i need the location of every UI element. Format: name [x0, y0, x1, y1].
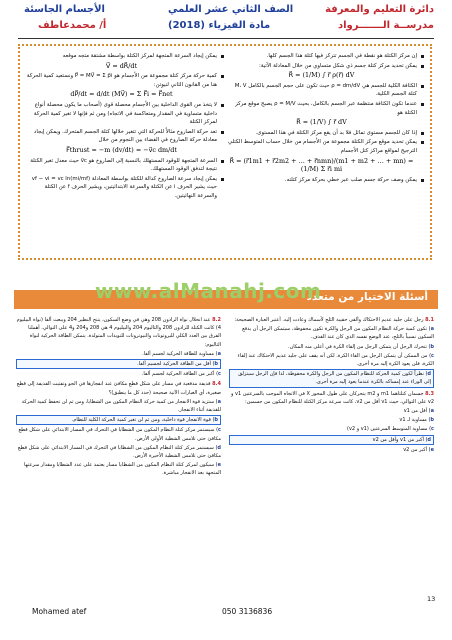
- summary-item: يمكن تحديد موقع مركز الكتلة مجموعة من الأجسام من خلال حساب المتوسط الكتلي الترجيح لمواقع مراكز كتل الأجسام R⃗ = (r⃗1m1 + r⃗2m2 + … + r⃗nmn)/(m1 + m2 + … + mn) = (1/M) Σ r⃗i mi: [226, 138, 424, 173]
- question-text: رجل على جليد عديم الاحتكاك وألقى حقيبة الثلج لأسماك وعادت إليه. أعتبر العبارة الصحيحة:: [234, 317, 424, 323]
- question: [229, 390, 434, 454]
- page-header: [18, 2, 434, 38]
- answer-option-selected[interactable]: d) نظراً لكون كمية الحركة للنظام المكون من الرجل والكرة محفوظة، لذا فإن الرجل سيتزلق إلى الوراء عند إمساكه بالكرة عندما يعود إليه مرة أخرى.: [229, 369, 434, 387]
- question-number: 8.4: [212, 381, 221, 388]
- answer-option[interactable]: a) مساوية للطاقة الحركية لجسم ألفا.: [142, 350, 221, 357]
- equation: R⃗ = (r⃗1m1 + r⃗2m2 + … + r⃗nmn)/(m1 + m2 + … + mn) = (1/M) Σ r⃗i mi: [229, 156, 414, 174]
- question-number: 8.1: [425, 317, 434, 323]
- answer-option[interactable]: c) مساوية المتوسط السرعتين (v1 و v2): [347, 426, 434, 433]
- subject-label: مادة الفيزياء (2018): [168, 20, 271, 31]
- answer-option[interactable]: e) أكبر من v2: [403, 446, 434, 453]
- question-number: 8.3: [425, 390, 434, 397]
- answer-option-selected[interactable]: b) قوة الانفجار قوة داخلية، ومن ثم لن تغير كمية الحركة الكلية للنظام.: [16, 415, 221, 425]
- answer-option[interactable]: c) أكبر من الطاقة الحركية لجسم ألفا.: [141, 371, 221, 378]
- summary-item: عندما تكون الكثافة منتظمة عبر الجسم بالكامل، بحيث ρ = M/V يصبح موقع مركز الكتلة هو R⃗ = (1/V) ∫ r⃗ dV: [226, 100, 424, 127]
- watermark-logo: www.alManahj.com: [95, 279, 322, 303]
- section-title: أسئلة الاختيار من متعدد: [306, 291, 428, 303]
- chapter-title: الأجسام الجاسئة: [24, 4, 105, 15]
- school-name: مدرســة الـــــــرواد: [337, 20, 434, 31]
- summary-item: إذا كان للجسم مستوى تماثل فلا بد أن يقع مركز الكتلة في هذا المستوى.: [226, 129, 424, 138]
- questions-column-right: [229, 316, 434, 456]
- answer-option[interactable]: a) تكون كمية حركة النظام المكون من الرجل والكرة تكون محفوظة، سيتمكن الرجل أن يدفع السكون نسبياً بالثلج، عند الوضع نفسه الذي كان عند القذف.: [242, 326, 434, 341]
- question-text: جسمان كتلتاهما m1 و m2 يتحركان على طول المحور X في الاتجاه الموجب بالسرعتين v1 و v2 على التوالي، حيث v1 أقل من v2، كانت سرعة مركز الكتلة للنظام المكون من جسمين:: [230, 390, 434, 405]
- answer-option[interactable]: c) من الممكن أن يتمكن الرجل من القاء الكرة. لكن أنه يقف على جليد عديم الاحتكاك عند إلقاء الكرة، فلن يعود الكرة إليه مرة أخرى.: [237, 352, 434, 368]
- summary-item: يمكن وصف حركة جسم صلب عبر خطي بحركة مركز كتلته.: [226, 176, 424, 185]
- summary-column-right: [226, 52, 424, 185]
- equation: F⃗thrust = −m (dv/dt) = −v⃗c dm/dt: [66, 145, 177, 154]
- equation: V⃗ = dR⃗/dt: [105, 61, 138, 70]
- summary-item: إن مركز الكتلة هو نقطة في الجسم تتركز فيها كتلة هذا الجسم كلها.: [226, 52, 424, 61]
- summary-item: تعد حركة الصاروخ مثالاً للحركة التي تتغير خلالها كتلة الجسم المتحرك. ويمكن إيجاد معادلة حركة الصاروخ في الفضاء بين النجوم من خلال F⃗thrust = −m (dv/dt) = −v⃗c dm/dt: [26, 128, 224, 155]
- answer-option-selected[interactable]: b) أقل من الطاقة الحركية لجسيم ألفا.: [16, 359, 221, 369]
- questions-column-left: [16, 316, 221, 480]
- answer-option[interactable]: d) سيستمر مركز كتلة النظام المكون من الشظايا في التحرك في المسار الابتدائي على شكل قطع مكافئ حتى تلامس الشظية الأخيرة الأرض.: [17, 444, 221, 460]
- question: [16, 316, 221, 378]
- summary-item: السرعة المتجهة للوقود المستهلك بالنسبة إلى الصاروخ هو v⃗c حيث معدل تغير الكتلة نتيجة لتدفق الوقود المستهلك.: [26, 157, 224, 174]
- question-text: قذيفة مدفعية في مسار على شكل قطع مكافئ عند انفجارها في الجو وتفتيت القذيفة إلى قطع صغيرة، أي العبارات الآتية صحيحة (حدد كل ما ينطبق)؟: [16, 381, 221, 396]
- summary-item: الكثافة الكلية للجسم هي ρ = dm/dV حيث تكون على حجم الجسم بالكامل M، V كتلة الجسم الكلية.: [226, 82, 424, 99]
- question-number: 8.2: [212, 317, 221, 323]
- summary-column-left: [26, 52, 224, 202]
- grade-label: الصف الثاني عشر العلمي: [168, 4, 294, 15]
- answer-option[interactable]: a) أقل من v1: [403, 408, 434, 415]
- answer-option[interactable]: b) تتحرك الرجل أن يتمكن الرجل من إلقاء الكرة في أعلى منه المكان.: [288, 343, 434, 350]
- summary-item: يمكن تحديد مركز كتلة جسم ذي شكل متساوي من خلال المعادلة الآتية: R⃗ = (1/M) ∫ r⃗ ρ(r⃗) dV: [226, 62, 424, 80]
- summary-item: لا يتخذ من القوى الداخلية بين الأجسام محصلة قوى (أصحاب ما يكون محصلة أنواع داخلية متساوية في المقدار ومتعاكسة في الاتجاه) ومن ثم فإنها لا تغير كمية الحركة لمركز الكتلة: [26, 101, 224, 127]
- summary-item: كمية حركة مركز كتلة مجموعة من الأجسام هو P⃗ = MV⃗ = Σ p⃗i ونستعيد كمية الحركة هنا من القانون الثاني لنيوتن: dP⃗/dt = d/dt (MV⃗) = Σ F⃗i = F⃗net: [26, 72, 224, 99]
- page-number: 13: [427, 595, 436, 603]
- school-dept: دائرة التعليم والمعرفة: [325, 4, 434, 15]
- answer-option[interactable]: c) سيستمر مركز كتلة النظام المكون من الشظايا في التحرك في المسار الابتدائي على شكل قطع مكافئ حتى تلامس الشظية الأولى الأرض.: [18, 427, 221, 442]
- summary-item: يمكن إيجاد سرعة الصاروخ كدالة للكتلة بواسطة المعادلة vf − vi = vc ln(mi/mf) حيث يشير الحرف i عن الكتلة والسرعة الابتدائيتين، ويشير الحرف f عن الكتلة والسرعة النهائيتين.: [26, 175, 224, 201]
- phone-number: 050 3136836: [222, 607, 273, 616]
- question-text: عند انحلال نواة الرادون 208 وهي في وضع السكون، ينتج النظير 204 ويبعث ألفا (نواة البيليوم 4) كانت الكتلة للرادون 208 والثاليوم 204 والبيليوم 4 هي 208 و204 و4 على التوالي. أهملنا الفرق بين العدد الكلي للبروتونات والنيوترونات للنويدات المتولدة. يتمكن الطاقة الحركية لنواة الثاليوم:: [16, 317, 221, 348]
- summary-item: يمكن إيجاد السرعة المتجهة لمركز الكتلة بواسطة مشتقة متجه موقعه V⃗ = dR⃗/dt: [26, 52, 224, 70]
- answer-option[interactable]: b) مساوية لـ v1: [399, 417, 434, 424]
- question: [16, 380, 221, 477]
- header-divider: [18, 38, 434, 39]
- summary-box: [18, 44, 432, 260]
- answer-option[interactable]: e) سيكون لمركز كتلة النظام المكون من الشظايا مسار يعتمد على عدد الشظايا ومقدار سرعتها المتجهة بعد الانفجار مباشرة.: [23, 462, 221, 477]
- question: [229, 316, 434, 388]
- author-name: Mohamed atef: [32, 607, 87, 616]
- equation: R⃗ = (1/V) ∫ r⃗ dV: [296, 118, 347, 127]
- equation: R⃗ = (1/M) ∫ r⃗ ρ(r⃗) dV: [288, 71, 355, 80]
- equation: dP⃗/dt = d/dt (MV⃗) = Σ F⃗i = F⃗net: [70, 90, 173, 99]
- teacher-name: أ/ محمدعاطف: [38, 20, 107, 31]
- answer-option-selected[interactable]: d) أكبر من v1 وأقل من v2: [229, 435, 434, 445]
- answer-option[interactable]: a) ستزيد قوة الانفجار من كمية حركة النظام المكون من الشظايا، ومن ثم لن تحفظ كمية الحركة للقذيفة أثناء الانفجار.: [21, 398, 221, 414]
